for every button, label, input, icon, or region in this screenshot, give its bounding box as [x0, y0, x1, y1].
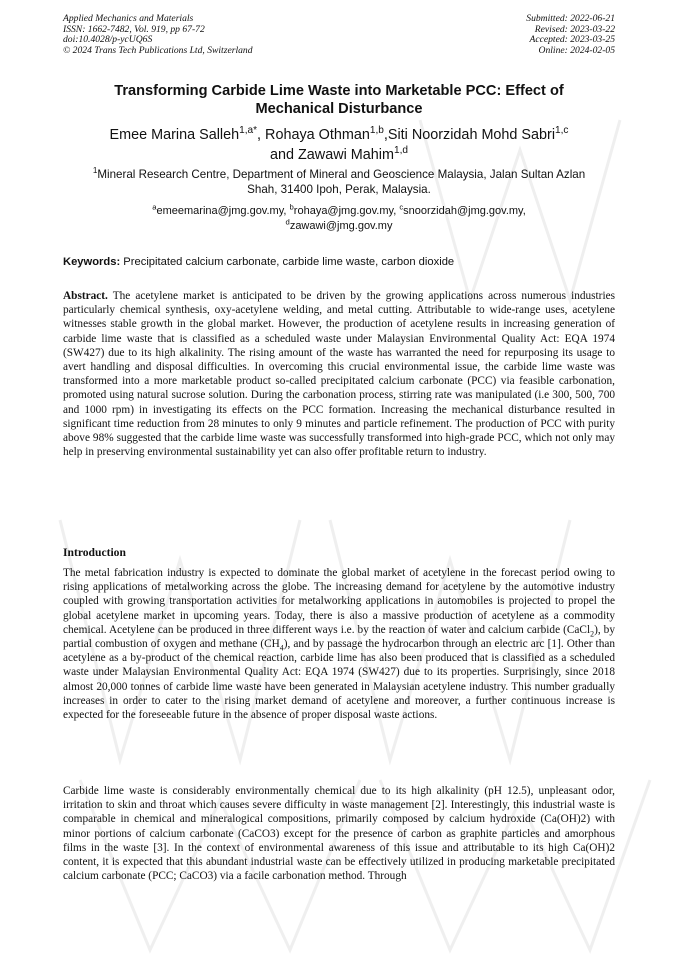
accepted-date: Accepted: 2023-03-25: [529, 34, 615, 46]
email-d-marker: d: [285, 216, 290, 226]
keywords-label: Keywords:: [63, 256, 121, 268]
introduction-paragraph-1: [63, 566, 615, 722]
introduction-heading: Introduction: [63, 546, 126, 559]
title-line-2: Mechanical Disturbance: [255, 101, 423, 117]
abstract-label: Abstract.: [63, 290, 108, 302]
submitted-date: Submitted: 2022-06-21: [526, 13, 615, 24]
title-line-1: Transforming Carbide Lime Waste into Marketable PCC: Effect of: [114, 83, 564, 99]
affiliation-line-2: Shah, 31400 Ipoh, Perak, Malaysia.: [247, 182, 431, 196]
author-and: and: [270, 147, 299, 163]
author-list: [63, 125, 615, 165]
journal-name: Applied Mechanics and Materials: [63, 13, 194, 24]
email-c[interactable]: snoorzidah@jmg.gov.my,: [403, 205, 526, 217]
author-2-marker: 1,b: [369, 125, 384, 137]
issn: ISSN: 1662-7482, Vol. 919, pp 67-72: [63, 23, 205, 35]
email-b[interactable]: rohaya@jmg.gov.my,: [293, 205, 400, 217]
email-b-marker: b: [289, 202, 294, 212]
p1-text-c: ), and by passage the hydrocarbon through an electric arc [1]. Other than acetylene as a by-product of the chemical reaction, carbide lime has also been produced that is classified as a scheduled waste under Malaysian Environmental Quality Act: EQA 1974 (SW427) due to its properties. Surprisingly, since 2018 almost 20,000 tonnes of carbide lime waste have been generated in Malaysian acetylene industry. This number gradually increases in order to cater to the rising market demand of acetylene and moreover, a further continuous increase is expected for the foreseeable future in the absence of proper disposal waste actions.: [63, 638, 616, 722]
p1-text-b: ), by partial combustion of oxygen and methane (CH: [63, 623, 615, 651]
header-left: [63, 14, 253, 56]
author-3-marker: 1,c: [555, 125, 569, 137]
author-emails: [63, 204, 615, 233]
copyright: © 2024 Trans Tech Publications Ltd, Switzerland: [63, 44, 253, 56]
email-a-marker: a: [152, 202, 157, 212]
abstract-text: The acetylene market is anticipated to be driven by the growing applications across numerous industries particularly chemical synthesis, oxy-acetylene welding, and metal cutting. Attributable to wide-range uses, acetylene witnesses stable growth in the global market. However, the production of acetylene results in increasing generation of carbide lime waste that is classified as a scheduled waste under Malaysian Environmental Quality Act: EQA 1974 (SW427) due to its high alkalinity. The rising amount of the waste has warranted the need for repurposing its usage to avert handling and disposal difficulties. In overcoming this crucial environmental issue, the carbide lime waste was transformed into a more marketable product so-called precipitated calcium carbonate (PCC) via feasible carbonation, promoted using natural sucrose solution. During the carbonation process, stirring rate was manipulated (i.e 300, 500, 700 and 1000 rpm) in investigating its effects on the PCC formation. Increasing the mechanical disturbance resulted in significant time reduction from 28 minutes to only 9 minutes and particle refinement. The production of PCC with purity above 98% suggested that the carbide lime waste was successfully transformed into high-grade PCC, which not only may help in preserving environmental sustainability yet can also offer profitable return to industry.: [63, 290, 615, 459]
email-c-marker: c: [399, 202, 404, 212]
paper-title: [63, 82, 615, 118]
abstract: [63, 289, 615, 459]
p1-subscript-1: 2: [590, 629, 595, 639]
author-separator-1: ,: [257, 127, 266, 143]
author-2: Rohaya Othman: [265, 127, 370, 143]
header-right: [526, 14, 615, 56]
author-4-marker: 1,d: [393, 145, 408, 157]
author-separator-2: ,: [383, 127, 388, 143]
p1-subscript-2: 4: [279, 643, 284, 653]
author-4: Zawawi Mahim: [298, 147, 394, 163]
author-3: Siti Noorzidah Mohd Sabri: [387, 127, 556, 143]
affiliation-marker: 1: [92, 166, 98, 176]
introduction-paragraph-2: Carbide lime waste is considerably environmentally chemical due to its high alkalinity (pH 12.5), unpleasant odor, irritation to skin and throat which causes severe difficulty in waste management [2]. Interestingly, this industrial waste is comparable in chemical and mineralogical compositions, primarily composed by calcium hydroxide (Ca(OH)2) with minor portions of calcium carbonate (CaCO3) except for the presence of carbon as graphite particles and amorphous films in the waste [3]. In the context of environmental awareness of this issue and attributable to its high Ca(OH)2 content, it is expected that this abundant industrial waste can be effectively utilized in producing marketable precipitated calcium carbonate (PCC; CaCO3) via a facile carbonation method. Through: [63, 785, 615, 883]
email-d[interactable]: zawawi@jmg.gov.my: [289, 219, 393, 232]
affiliation-line-1: Mineral Research Centre, Department of Mineral and Geoscience Malaysia, Jalan Sultan Azlan: [97, 168, 586, 181]
email-a[interactable]: emeemarina@jmg.gov.my,: [156, 205, 290, 217]
keywords: [63, 255, 615, 269]
p1-text-a: The metal fabrication industry is expected to dominate the global market of acetylene in the forecast period owing to rising applications of metalworking across the globe. The increasing demand for acetylene by the automotive industry coupled with growing transportation activities for metalworking applications in automobiles is projected to propel the global acetylene market in upcoming years. Today, there is also a massive production of acetylene as a commodity chemical. Acetylene can be produced in three different ways i.e. by the reaction of water and calcium carbide (CaCl: [63, 567, 615, 636]
keywords-text: Precipitated calcium carbonate, carbide lime waste, carbon dioxide: [120, 256, 455, 268]
author-1: Emee Marina Salleh: [109, 127, 240, 143]
online-date: Online: 2024-02-05: [538, 44, 615, 56]
author-1-marker: 1,a*: [239, 125, 258, 137]
doi-link[interactable]: doi:10.4028/p-ycUQ6S: [63, 34, 153, 46]
affiliation: [63, 168, 615, 197]
revised-date: Revised: 2023-03-22: [534, 23, 615, 35]
